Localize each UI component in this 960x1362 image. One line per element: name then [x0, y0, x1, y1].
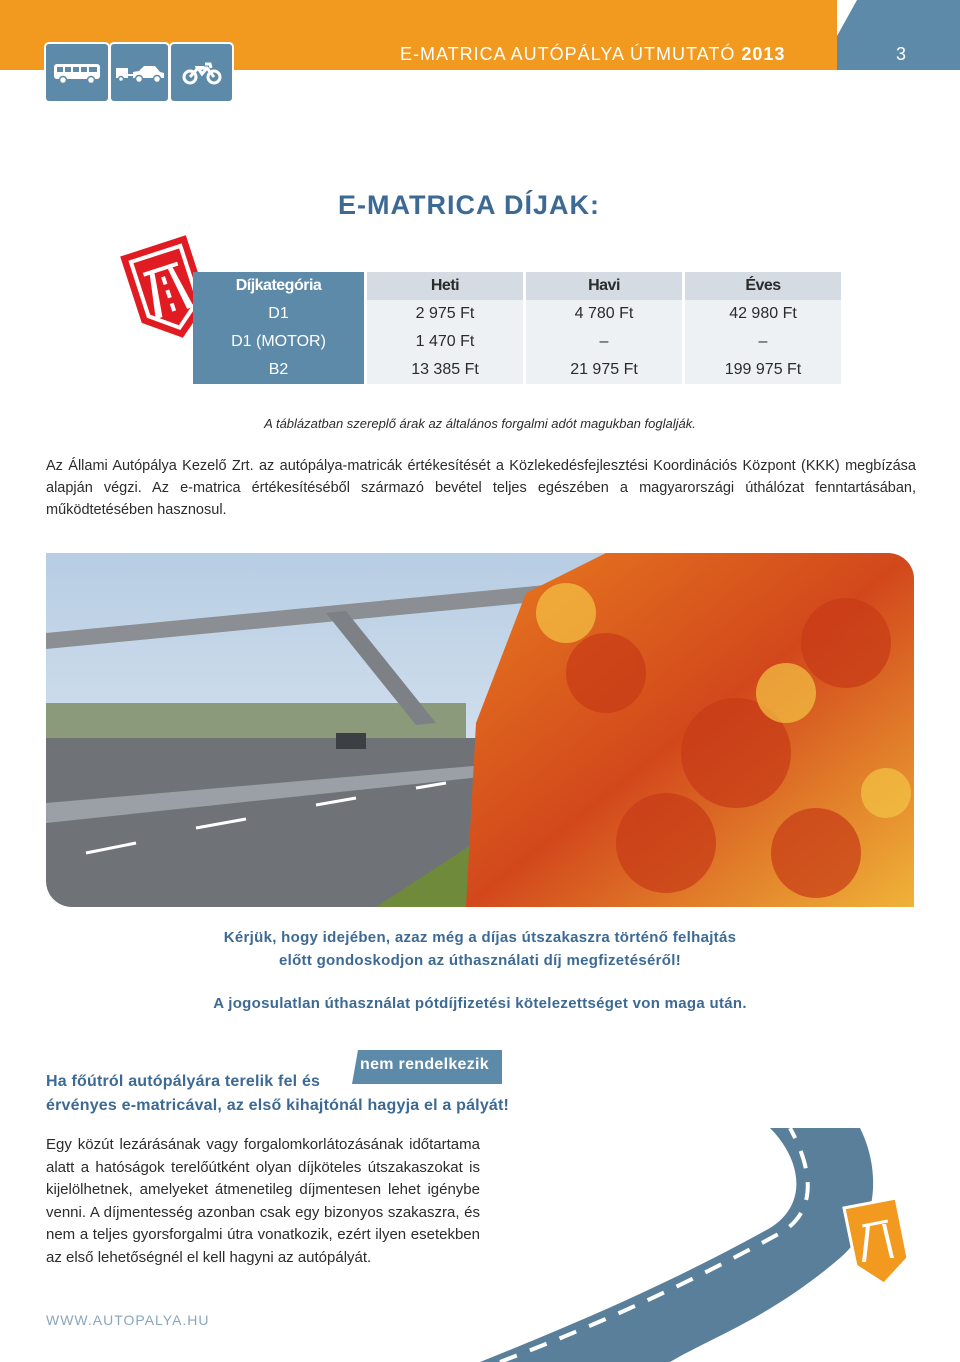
bus-icon: [46, 44, 108, 101]
column-header: Heti: [367, 272, 523, 300]
column-header: Díjkategória: [193, 272, 364, 300]
table-row: [193, 300, 845, 328]
publication-title: E-MATRICA AUTÓPÁLYA ÚTMUTATÓ 2013: [400, 44, 786, 64]
highlight-tag: nem rendelkezik: [360, 1056, 489, 1073]
car-with-trailer-icon: [111, 44, 168, 101]
price-cell: –: [685, 328, 841, 356]
category-cell: D1 (MOTOR): [193, 328, 364, 356]
price-cell: 13 385 Ft: [367, 356, 523, 384]
highway-photo: [46, 553, 914, 907]
warning-line-2: előtt gondoskodjon az úthasználati díj megfizetéséről!: [278, 952, 682, 969]
vat-note: A táblázatban szereplő árak az általános forgalmi adót magukban foglalják.: [264, 416, 696, 431]
road-illustration: [440, 1128, 960, 1362]
price-cell: 42 980 Ft: [685, 300, 841, 328]
price-cell: 4 780 Ft: [526, 300, 682, 328]
price-cell: –: [526, 328, 682, 356]
warning-line-3: A jogosulatlan úthasználat pótdíjfizetési kötelezettséget von maga után.: [213, 995, 747, 1012]
highlight-line-2: érvényes e-matricával, az első kihajtónál hagyja el a pályát!: [46, 1097, 510, 1114]
header-fold: [837, 0, 857, 36]
warning-line-1: Kérjük, hogy idejében, azaz még a díjas útszakaszra történő felhajtás: [223, 929, 737, 946]
table-row: [193, 356, 845, 384]
price-cell: 1 470 Ft: [367, 328, 523, 356]
table-header-row: [193, 272, 845, 300]
intro-paragraph: Az Állami Autópálya Kezelő Zrt. az autópálya-matricák értékesítését a Közlekedésfejlesztési Koordinációs Központ (KKK) megbízása alapján végzi. Az e-matrica értékesítéséből származó bevétel teljes egészében a magyarországi úthálózat fenntartásában, működtetésében hasznosul.: [46, 458, 916, 518]
price-cell: 21 975 Ft: [526, 356, 682, 384]
motorcycle-icon: [171, 44, 232, 101]
column-header: Havi: [526, 272, 682, 300]
table-row: [193, 328, 845, 356]
category-cell: D1: [193, 300, 364, 328]
footer-url[interactable]: WWW.AUTOPALYA.HU: [46, 1312, 210, 1328]
column-header: Éves: [685, 272, 841, 300]
price-cell: 2 975 Ft: [367, 300, 523, 328]
category-cell: B2: [193, 356, 364, 384]
detour-paragraph: Egy közút lezárásának vagy forgalomkorlátozásának időtartama alatt a hatóságok terelőútként olyan díjköteles útszakaszokat is kijelölhetnek, amelyeket átmenetileg díjmentesen lehet igénybe venni. A díjmentesség azonban csak egy bizonyos szakaszra, és nem a teljes gyorsforgalmi útra vonatkozik, ezért ilyen esetekben az első lehetőségnél el kell hagyni az autópályát.: [46, 1136, 480, 1266]
page-title: E-MATRICA DÍJAK:: [338, 190, 600, 220]
price-table: [193, 272, 845, 384]
highlight-line-1: Ha főútról autópályára terelik fel és: [46, 1073, 321, 1090]
page-number: 3: [896, 44, 907, 64]
price-cell: 199 975 Ft: [685, 356, 841, 384]
